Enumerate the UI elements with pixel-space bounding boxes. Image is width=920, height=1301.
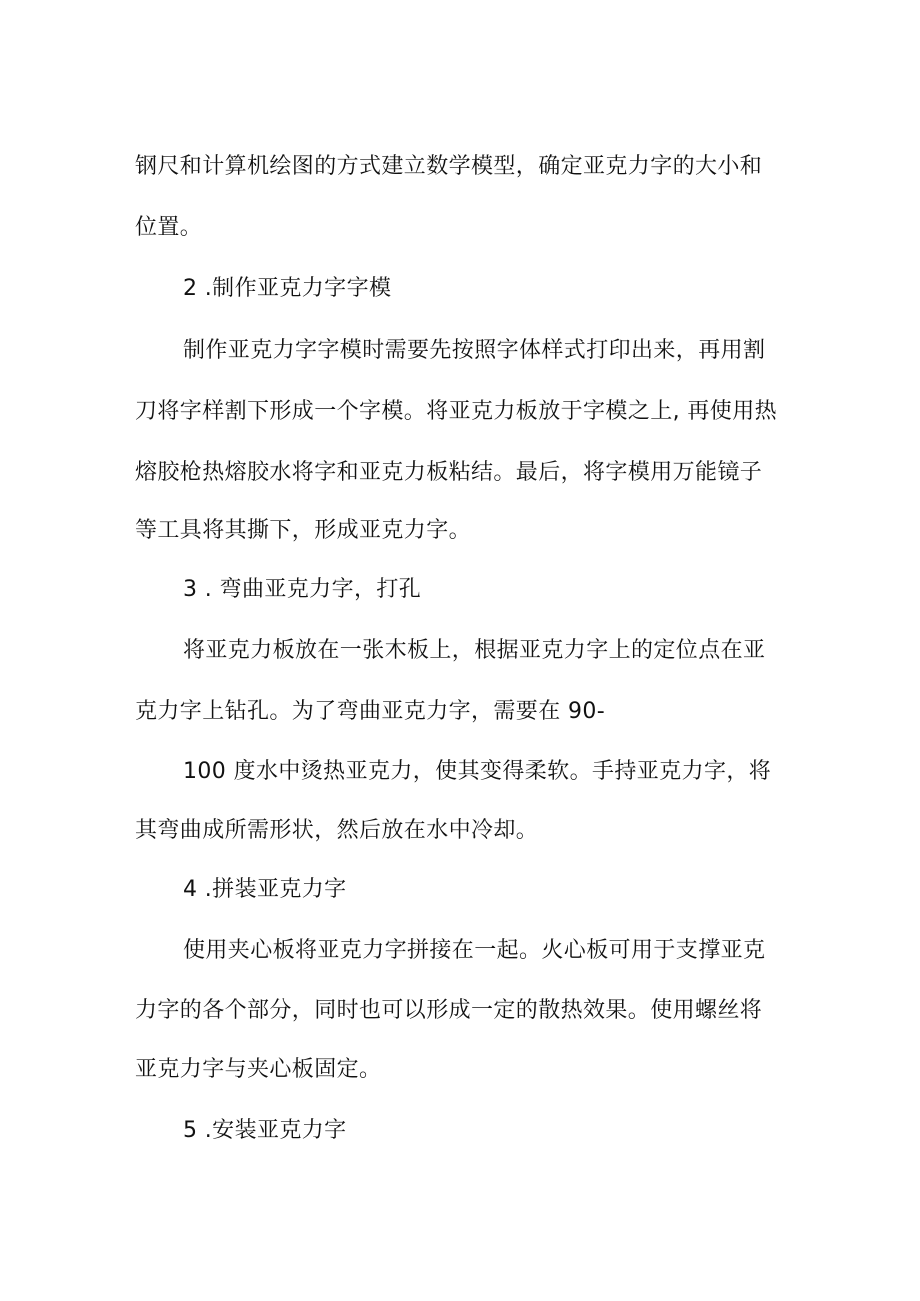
body-line-1: 钢尺和计算机绘图的方式建立数学模型，确定亚克力字的大小和 — [135, 154, 763, 179]
section-heading-3: 3 . 弯曲亚克力字，打孔 — [183, 577, 422, 602]
body-line-2: 位置。 — [135, 215, 203, 240]
body-line-5: 刀将字样割下形成一个字模。将亚克力板放于字模之上, 再使用热 — [135, 399, 777, 424]
body-line-12: 其弯曲成所需形状，然后放在水中冷却。 — [135, 818, 539, 843]
body-line-16: 亚克力字与夹心板固定。 — [135, 1057, 382, 1082]
body-line-9: 将亚克力板放在一张木板上，根据亚克力字上的定位点在亚 — [183, 638, 766, 663]
body-line-15: 力字的各个部分，同时也可以形成一定的散热效果。使用螺丝将 — [135, 998, 763, 1023]
section-heading-4: 4 .拼装亚克力字 — [183, 877, 347, 902]
body-line-11: 100 度水中烫热亚克力，使其变得柔软。手持亚克力字，将 — [183, 759, 772, 784]
section-heading-2: 2 .制作亚克力字字模 — [183, 276, 392, 301]
section-heading-5: 5 .安装亚克力字 — [183, 1118, 347, 1143]
body-line-14: 使用夹心板将亚克力字拼接在一起。火心板可用于支撑亚克 — [183, 938, 766, 963]
body-line-7: 等工具将其撕下，形成亚克力字。 — [135, 518, 472, 543]
body-line-10: 克力字上钻孔。为了弯曲亚克力字，需要在 90- — [135, 699, 606, 724]
body-line-6: 熔胶枪热熔胶水将字和亚克力板粘结。最后，将字模用万能镜子 — [135, 460, 763, 485]
body-line-4: 制作亚克力字字模时需要先按照字体样式打印出来，再用割 — [183, 338, 766, 363]
